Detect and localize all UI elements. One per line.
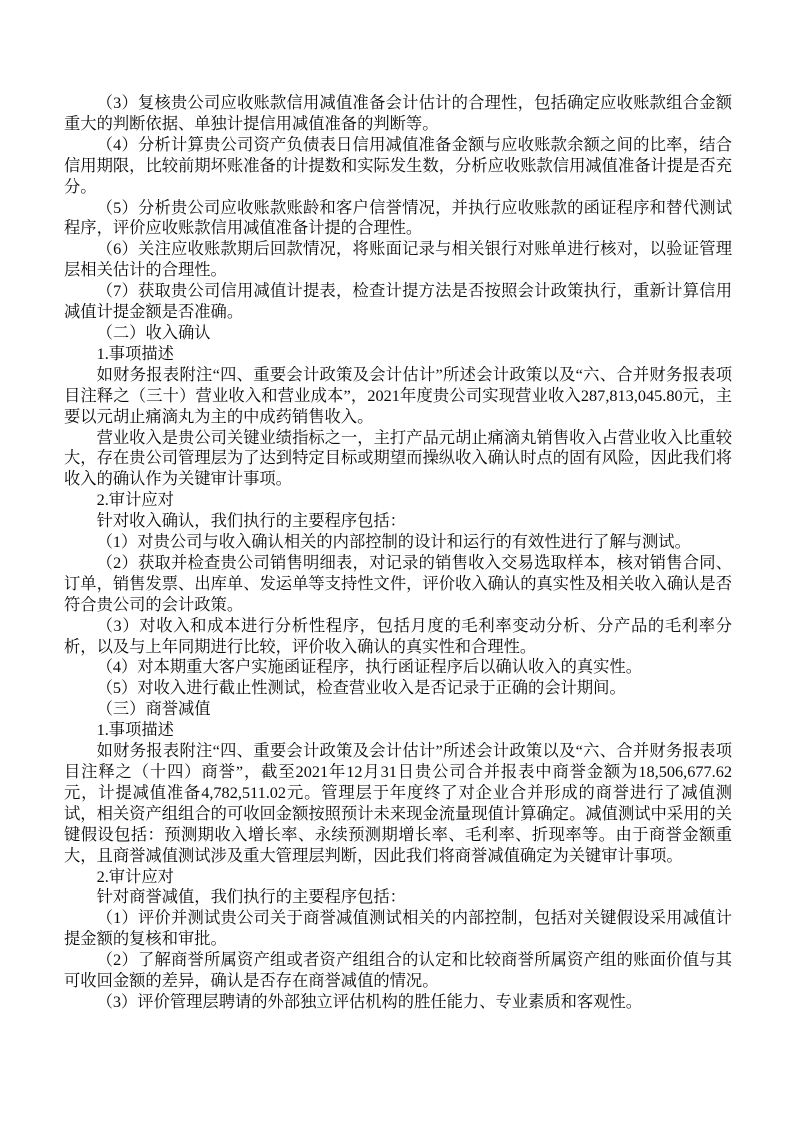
audit-response-intro: 针对收入确认，我们执行的主要程序包括：: [96, 511, 406, 531]
matter-description-paragraph: 如财务报表附注“四、重要会计政策及会计估计”所述会计政策以及“六、合并财务报表项目注释之（十四）商誉”，截至2021年12月31日贵公司合并报表中商誉金额为18,506,677.62元，计提减值准备4,782,511.02元。管理层于年度终了对企业合并形成的商誉进行了减值测试，相关资产组组合的可收回金额按照预计未来现金流量现值计算确定。减值测试中采用的关键假设包括：预测期收入增长率、永续预测期增长率、毛利率、折现率等。由于商誉金额重大，且商誉减值测试涉及重大管理层判断，因此我们将商誉减值确定为关键审计事项。: [64, 741, 732, 865]
audit-procedure-item: （1）评价并测试贵公司关于商誉减值测试相关的内部控制，包括对关键假设采用减值计提金额的复核和审批。: [64, 908, 732, 949]
matter-description-paragraph: 如财务报表附注“四、重要会计政策及会计估计”所述会计政策以及“六、合并财务报表项目注释之（三十）营业收入和营业成本”，2021年度贵公司实现营业收入287,813,045.80元，主要以元胡止痛滴丸为主的中成药销售收入。: [64, 364, 732, 426]
matter-description-paragraph: 营业收入是贵公司关键业绩指标之一，主打产品元胡止痛滴丸销售收入占营业收入比重较大，存在贵公司管理层为了达到特定目标或期望而操纵收入确认时点的固有风险，因此我们将收入的确认作为关键审计事项。: [64, 427, 732, 489]
audit-procedure-item: （5）对收入进行截止性测试，检查营业收入是否记录于正确的会计期间。: [96, 678, 626, 698]
audit-procedure-item: （6）关注应收账款期后回款情况，将账面记录与相关银行对账单进行核对，以验证管理层相关估计的合理性。: [64, 239, 732, 280]
audit-procedure-item: （3）评价管理层聘请的外部独立评估机构的胜任能力、专业素质和客观性。: [96, 991, 643, 1011]
section-heading-revenue-recognition: （二）收入确认: [96, 322, 211, 342]
subsection-heading-matter-description: 1.事项描述: [96, 343, 174, 363]
subsection-heading-audit-response: 2.审计应对: [96, 866, 174, 886]
audit-procedure-item: （2）了解商誉所属资产组或者资产组组合的认定和比较商誉所属资产组的账面价值与其可收回金额的差异，确认是否存在商誉减值的情况。: [64, 950, 732, 991]
subsection-heading-matter-description: 1.事项描述: [96, 720, 174, 740]
audit-procedure-item: （3）对收入和成本进行分析性程序，包括月度的毛利率变动分析、分产品的毛利率分析，以及与上年同期进行比较，评价收入确认的真实性和合理性。: [64, 615, 732, 656]
audit-procedure-item: （7）获取贵公司信用减值计提表，检查计提方法是否按照会计政策执行，重新计算信用减值计提金额是否准确。: [64, 281, 732, 322]
audit-procedure-item: （4）对本期重大客户实施函证程序，执行函证程序后以确认收入的真实性。: [96, 657, 643, 677]
audit-procedure-item: （2）获取并检查贵公司销售明细表，对记录的销售收入交易选取样本，核对销售合同、订单，销售发票、出库单、发运单等支持性文件，评价收入确认的真实性及相关收入确认是否符合贵公司的会计政策。: [64, 552, 732, 614]
audit-procedure-item: （5）分析贵公司应收账款账龄和客户信誉情况，并执行应收账款的函证程序和替代测试程序，评价应收账款信用减值准备计提的合理性。: [64, 197, 732, 238]
audit-procedure-item: （1）对贵公司与收入确认相关的内部控制的设计和运行的有效性进行了解与测试。: [96, 532, 691, 552]
document-body: [64, 93, 732, 1013]
audit-procedure-item: （4）分析计算贵公司资产负债表日信用减值准备金额与应收账款余额之间的比率，结合信用期限，比较前期坏账准备的计提数和实际发生数，分析应收账款信用减值准备计提是否充分。: [64, 134, 732, 196]
section-heading-goodwill-impairment: （三）商誉减值: [96, 699, 211, 719]
subsection-heading-audit-response: 2.审计应对: [96, 490, 174, 510]
audit-response-intro: 针对商誉减值，我们执行的主要程序包括：: [96, 887, 406, 907]
audit-procedure-item: （3）复核贵公司应收账款信用减值准备会计估计的合理性，包括确定应收账款组合金额重大的判断依据、单独计提信用减值准备的判断等。: [64, 93, 732, 133]
